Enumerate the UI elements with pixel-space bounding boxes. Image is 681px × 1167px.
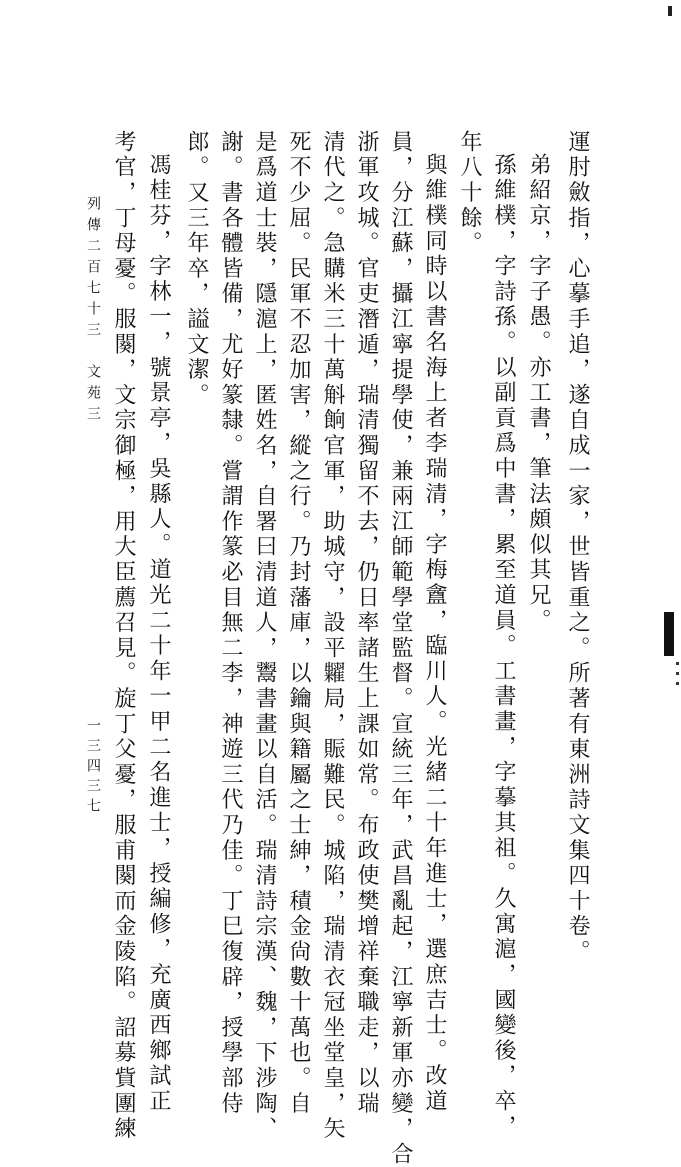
scan-fold-mark [664, 612, 674, 656]
text-column-2: 弟紹京，字子愚。亦工書，筆法頗似其兄。 [526, 153, 551, 634]
text-column-7: 浙軍攻城。官吏潛遁，瑞清獨留不去，仍日率諸生上課如常。布政使樊增祥棄職走，以瑞 [354, 130, 379, 1117]
scan-speck [676, 662, 679, 665]
text-column-4: 年八十餘。 [457, 130, 482, 257]
text-column-14: 考官，丁母憂。服闋，文宗御極，用大臣薦召見。旋丁父憂，服甫闋而金陵陷。詔募貲團練 [111, 130, 136, 1142]
text-column-10: 是爲道士裝，隱滬上，匿姓名，自署曰清道人，鬻書畫以自活。瑞清詩宗漢、魏，下涉陶、 [252, 130, 277, 1142]
scan-corner-mark [668, 6, 672, 16]
text-column-13: 馮桂芬，字林一，號景亭，吳縣人。道光二十年一甲二名進士，授編修，充廣西鄉試正 [146, 153, 171, 1115]
page-number: 一三四三七 [85, 718, 101, 818]
text-column-9: 死不少屈。民軍不忍加害，縱之行。乃封藩庫，以鑰與籍屬之士紳，積金尙數十萬也。自 [286, 130, 311, 1117]
text-column-1: 運肘斂指，心摹手追，遂自成一家，世皆重之。所著有東洲詩文集四十卷。 [565, 130, 590, 965]
scan-speck [676, 682, 679, 685]
scan-speck [676, 672, 679, 675]
chapter-header: 列傳二百七十三 文苑三 [85, 196, 101, 427]
text-column-11: 謝。書各體皆備，尤好篆隸。嘗謂作篆必目無二李，神遊三代乃佳。丁巳復辟，授學部侍 [218, 130, 243, 1117]
text-column-3: 孫維樸，字詩孫。以副貢爲中書，累至道員。工書畫，字摹其祖。久寓滬，國變後，卒， [491, 153, 516, 1140]
text-column-8: 清代之。急購米三十萬斛餉官軍，助城守，設平糶局，賑難民。城陷，瑞清衣冠坐堂皇，矢 [320, 130, 345, 1142]
text-column-5: 與維樸同時以書名海上者李瑞清，字梅盦，臨川人。光緒二十年進士，選庶吉士。改道 [422, 153, 447, 1115]
text-column-6: 員，分江蘇，攝江寧提學使，兼兩江師範學堂監督。宣統三年，武昌亂起，江寧新軍亦變，合 [388, 130, 413, 1167]
text-column-12: 郎。又三年卒，謚文潔。 [184, 130, 209, 409]
